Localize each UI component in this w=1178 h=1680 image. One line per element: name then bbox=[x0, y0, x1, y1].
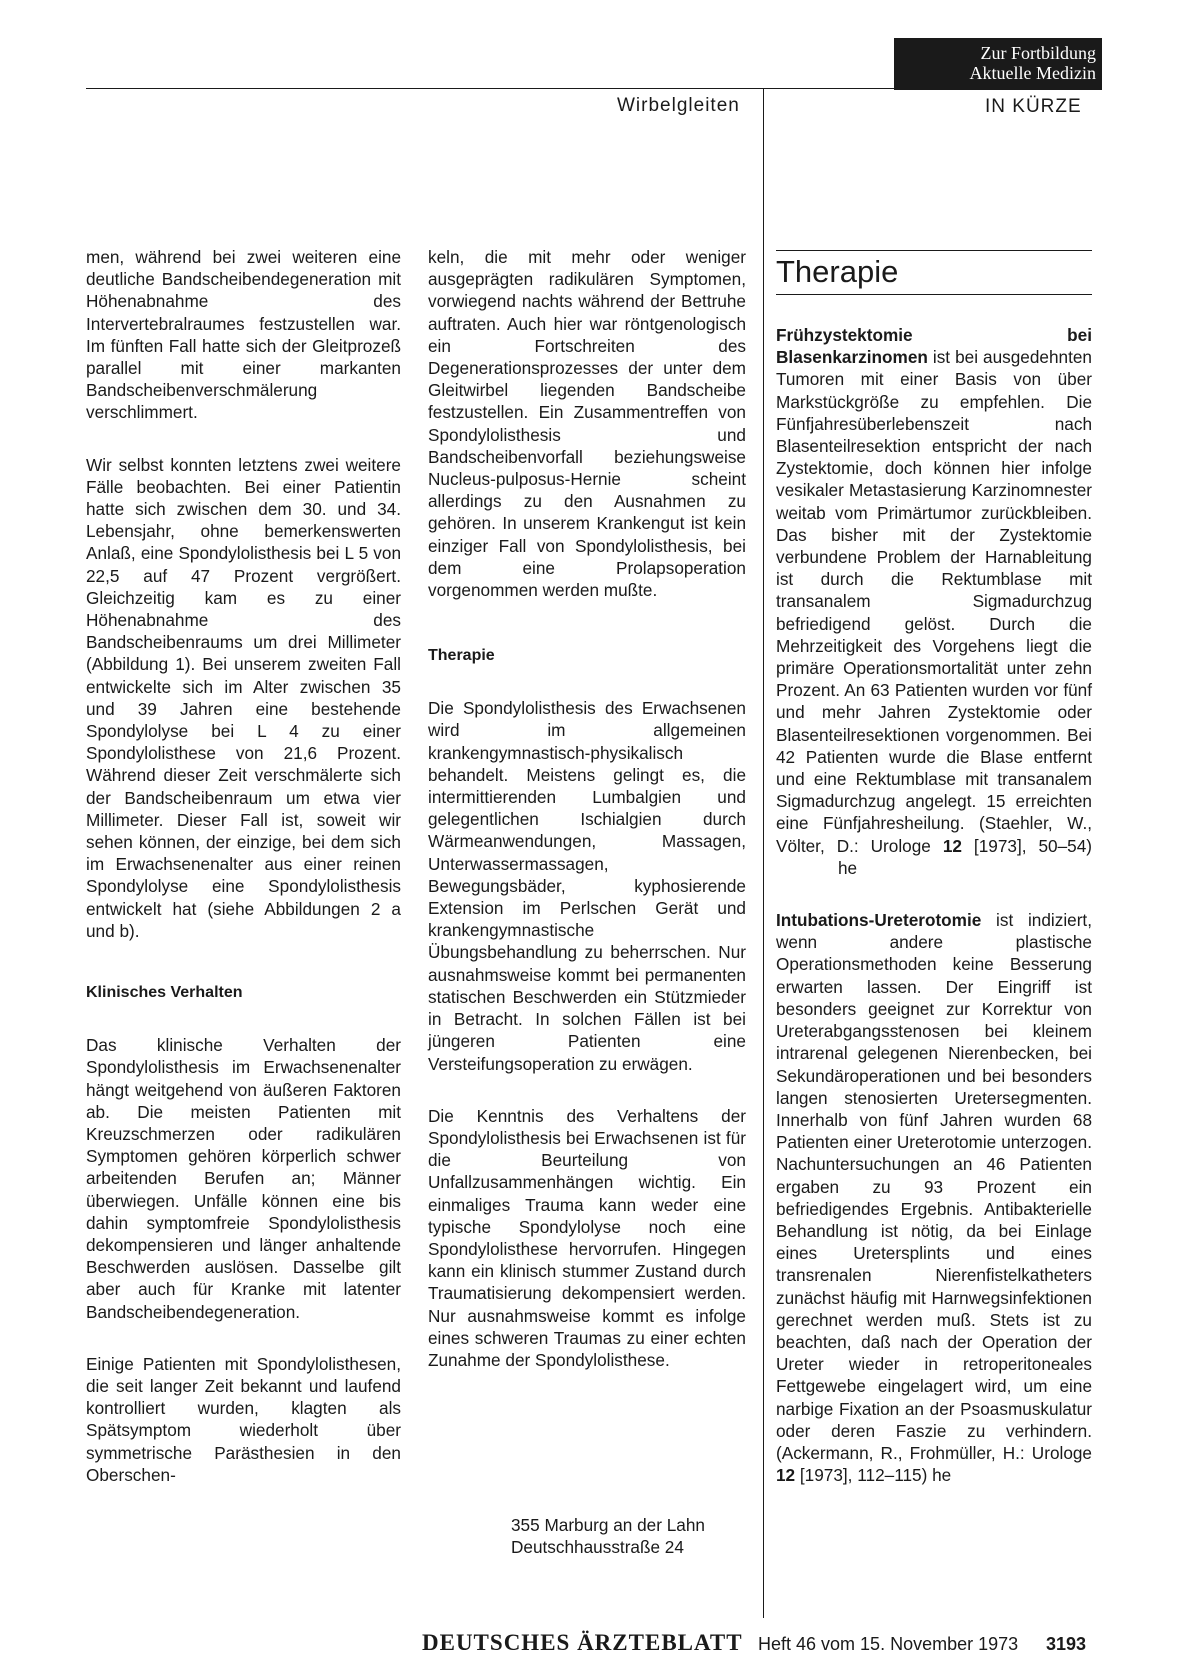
kurz-item-1-lead: Frühzystektomie bei Blasenkarzinomen bbox=[776, 325, 1092, 368]
footer-page-number: 3193 bbox=[1046, 1634, 1087, 1654]
col2-paragraph-1: keln, die mit mehr oder weniger ausgeprägten radikulären Symptomen, vorwiegend nachts während der Bettruhe auftraten. Auch hier war röntgenologisch ein Fortschreiten des Degenerationsprozesses der unter dem Gleitwirbel liegenden Bandscheibe festzustellen. Ein Zusammentreffen von Spondylolisthesis und Bandscheibenvorfall beziehungsweise Nucleus-pulposus-Hernie scheint allerdings zu den Ausnahmen zu gehören. In unserem Krankengut ist kein einziger Fall von Spondylolisthesis, bei dem eine Prolapsoperation vorgenommen werden mußte. bbox=[428, 247, 746, 601]
col2-paragraph-3: Die Kenntnis des Verhaltens der Spondylolisthesis bei Erwachsenen ist für die Beurteilung von Unfallzusammenhängen wichtig. Ein einmaliges Trauma kann weder eine typische Spondylolyse noch eine Spondylolisthese hervorrufen. Hingegen kann ein klinisch stummer Zustand durch Traumatisierung dekompensiert werden. Nur ausnahmsweise kommt es infolge eines schweren Traumas zu einer echten Zunahme der Spondylolisthese. bbox=[428, 1105, 746, 1370]
footer-issue: Heft 46 vom 15. November 1973 bbox=[758, 1634, 1019, 1654]
col1-paragraph-4: Einige Patienten mit Spondylolisthesen, die seit langer Zeit bekannt und laufend kontrolliert wurden, klagten als Spätsymptom wiederholt über symmetrische Parästhesien in den Oberschen- bbox=[86, 1353, 401, 1485]
kurz-section-title: Therapie bbox=[776, 254, 899, 289]
column-2 bbox=[428, 246, 746, 1393]
col2-paragraph-2: Die Spondylolisthesis des Erwachsenen wird im allgemeinen krankengymnastisch-physikalisch behandelt. Meistens gelingt es, die intermittierenden Lumbalgien und gelegentlichen Ischialgien durch Wärmeanwendungen, Massagen, Unterwassermassagen, Bewegungsbäder, kyphosierende Extension im Perlschen Gerät und krankengymnastische Übungsbehandlung zu beherrschen. Nur ausnahmsweise kommt bei permanenten statischen Beschwerden ein Stützmieder in Betracht. In solchen Fällen ist bei jüngeren Patienten eine Versteifungsoperation zu erwägen. bbox=[428, 698, 746, 1074]
column-1 bbox=[86, 246, 401, 1508]
section-tag bbox=[894, 38, 1102, 90]
address-line-2: Deutschhausstraße 24 bbox=[511, 1537, 684, 1558]
column-divider bbox=[763, 88, 764, 1618]
col2-heading: Therapie bbox=[428, 647, 495, 665]
kurz-item-1-volume: 12 bbox=[942, 835, 962, 856]
col1-paragraph-1: men, während bei zwei weiteren eine deutliche Bandscheibendegeneration mit Höhenabnahme des Intervertebralraumes festzustellen war. Im fünften Fall hatte sich der Gleitprozeß parallel mit einer markanten Bandscheibenverschmälerung verschlimmert. bbox=[86, 247, 401, 423]
kurz-title-rule-bottom bbox=[776, 294, 1092, 295]
kurz-item-2-text: ist indiziert, wenn andere plastische Operationsmethoden keine Besserung erwarten lassen. Der Eingriff ist besonders geeignet zur Korrektur von Ureterabgangsstenosen bei kleinem intrarenal gelegenen Nierenbecken, bei Sekundäroperationen und bei besonders langen stenosierten Uretersegmenten. Innerhalb von fünf Jahren wurden 68 Patienten einer Ureterotomie unterzogen. Nachuntersuchungen an 46 Patienten ergaben zu 93 Prozent ein befriedigendes Ergebnis. Antibakterielle Behandlung ist nötig, da bei Einlage eines Uretersplints und eines transrenalen Nierenfistelkatheters zunächst häufig mit Harnwegsinfektionen gerechnet werden muß. Stets ist zu beachten, daß nach der Operation der Ureter wieder in retroperitoneales Fettgewebe eingelagert wird, um eine narbige Fixation an der Psoasmuskulatur oder deren Faszie zu verhindern. (Ackermann, R., Frohmüller, H.: Urologe bbox=[776, 910, 1092, 1463]
section-tag-line1: Zur Fortbildung bbox=[980, 43, 1096, 63]
kurz-item-2-volume: 12 bbox=[776, 1465, 796, 1486]
kurz-title-rule-top bbox=[776, 250, 1092, 251]
kurz-item-1-text: ist bei ausgedehnten Tumoren mit einer Basis von über Markstückgröße zu empfehlen. Die Fünfjahresüberlebenszeit nach Blasenteilresektion entspricht der nach Zystektomie, doch können hier infolge vesikaler Metastasierung Karzinomnester weitab vom Primärtumor zurückbleiben. Das bisher mit der Zystektomie verbundene Problem der Harnableitung ist durch die Rektumblase mit transanalem Sigmadurchzug befriedigend gelöst. Durch die Mehrzeitigkeit des Vorgehens liegt die primäre Operationsmortalität unter zehn Prozent. An 63 Patienten wurden vor fünf und mehr Jahren Zystektomie oder Blasenteilresektionen vorgenommen. Bei 42 Patienten wurde die Blase entfernt und eine Rektumblase mit transanalem Sigmadurchzug angelegt. 15 erreichten eine Fünfjahresheilung. (Staehler, W., Völter, D.: Urologe bbox=[776, 347, 1092, 856]
section-label: IN KÜRZE bbox=[985, 96, 1082, 117]
column-3 bbox=[776, 324, 1092, 1508]
col1-heading: Klinisches Verhalten bbox=[86, 984, 243, 1002]
kurz-item-1-initials: he bbox=[838, 857, 858, 878]
col1-paragraph-3: Das klinische Verhalten der Spondylolisthesis im Erwachsenenalter hängt weitgehend von äußeren Faktoren ab. Die meisten Patienten mit Kreuzschmerzen oder radikulären Symptomen gehören körperlich schwer arbeitenden Berufen an; Männer überwiegen. Unfälle können eine bis dahin symptomfreie Spondylolisthesis dekompensieren und länger anhaltende Beschwerden auslösen. Dasselbe gilt aber auch für Kranke mit latenter Bandscheibendegeneration. bbox=[86, 1035, 401, 1322]
footer-journal: DEUTSCHES ÄRZTEBLATT bbox=[422, 1630, 743, 1655]
kurz-item-2-ref: [1973], 112–115) bbox=[795, 1465, 928, 1486]
address-line-1: 355 Marburg an der Lahn bbox=[511, 1515, 705, 1535]
kurz-item-2-lead: Intubations-Ureterotomie bbox=[776, 910, 982, 931]
author-address bbox=[511, 1514, 705, 1558]
kurz-item-2-initials: he bbox=[932, 1465, 952, 1486]
kurz-item-1-ref: [1973], 50–54) bbox=[961, 835, 1092, 856]
section-tag-line2: Aktuelle Medizin bbox=[969, 63, 1096, 83]
kurz-item-1 bbox=[776, 324, 1092, 879]
kurz-item-2 bbox=[776, 909, 1092, 1486]
col1-paragraph-2: Wir selbst konnten letztens zwei weitere Fälle beobachten. Bei einer Patientin hatte sich zwischen dem 30. und 34. Lebensjahr, ohne bemerkenswerten Anlaß, eine Spondylolisthesis bei L 5 von 22,5 auf 47 Prozent vergrößert. Gleichzeitig kam es zu einer Höhenabnahme des Bandscheibenraums um drei Millimeter (Abbildung 1). Bei unserem zweiten Fall entwickelte sich im Alter zwischen 35 und 39 Jahren eine bestehende Spondylolyse bei L 4 zu einer Spondylolisthese von 21,6 Prozent. Während dieser Zeit verschmälerte sich der Bandscheibenraum um etwa vier Millimeter. Dieser Fall ist, soweit wir sehen können, der einzige, bei dem sich im Erwachsenenalter aus einer reinen Spondylolyse eine Spondylolisthesis entwickelt hat (siehe Abbildungen 2 a und b). bbox=[86, 454, 401, 941]
running-head: Wirbelgleiten bbox=[617, 95, 740, 116]
header-rule bbox=[86, 88, 1102, 89]
